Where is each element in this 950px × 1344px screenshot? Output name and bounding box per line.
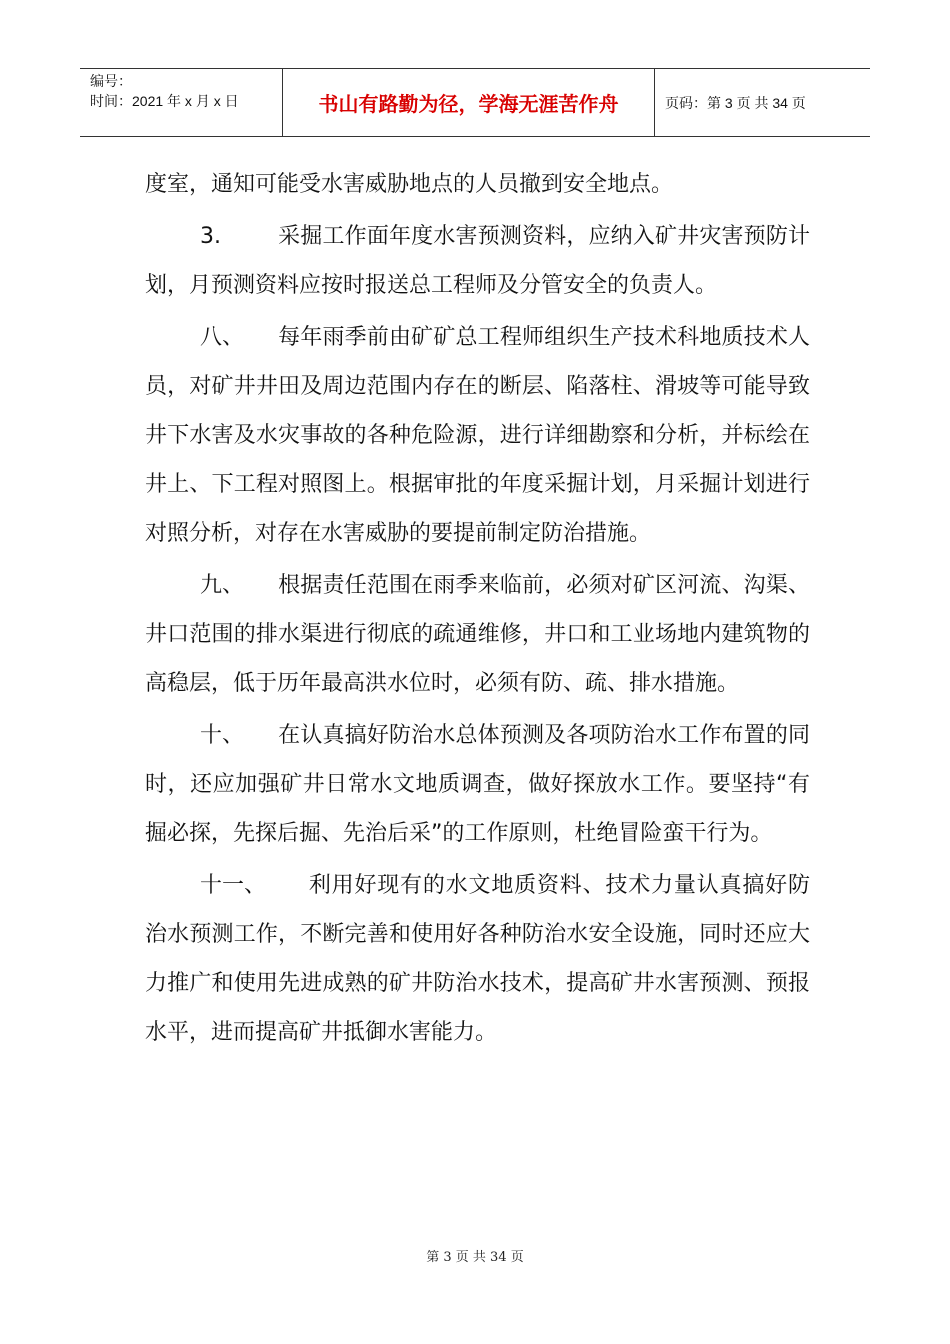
header-motto: 书山有路勤为径，学海无涯苦作舟 [283, 69, 655, 136]
paragraph-number: 十一、 [200, 873, 267, 898]
paragraph [145, 711, 810, 858]
paragraph-text: 在认真搞好防治水总体预测及各项防治水工作布置的同时，还应加强矿井日常水文地质调查，做好探放水工作。要坚持“有掘必探，先探后掘、先治后采”的工作原则，杜绝冒险蛮干行为。 [145, 723, 810, 846]
header-left-cell [80, 69, 283, 136]
paragraph-number: 八、 [200, 325, 245, 350]
document-body [145, 160, 810, 1060]
paragraph-number: 九、 [200, 573, 245, 598]
paragraph-number: 3. [200, 224, 221, 249]
paragraph-text: 根据责任范围在雨季来临前，必须对矿区河流、沟渠、井口范围的排水渠进行彻底的疏通维修，井口和工业场地内建筑物的高稳层，低于历年最高洪水位时，必须有防、疏、排水措施。 [145, 573, 810, 696]
paragraph-text: 利用好现有的水文地质资料、技术力量认真搞好防治水预测工作，不断完善和使用好各种防治水安全设施，同时还应大力推广和使用先进成熟的矿井防治水技术，提高矿井水害预测、预报水平，进而提高矿井抵御水害能力。 [145, 873, 810, 1045]
page-footer: 第 3 页 共 34 页 [426, 1250, 524, 1265]
number-label: 编号： [90, 73, 132, 89]
header-page-info: 页码：第 3 页 共 34 页 [665, 94, 806, 111]
paragraph-number: 十、 [200, 723, 245, 748]
paragraph-text: 采掘工作面年度水害预测资料，应纳入矿井灾害预防计划，月预测资料应按时报送总工程师及分管安全的负责人。 [145, 224, 810, 298]
document-header [80, 68, 870, 137]
date-label: 时间：2021 年 x 月 x 日 [90, 93, 239, 109]
paragraph [145, 313, 810, 558]
paragraph [145, 561, 810, 708]
paragraph [145, 861, 810, 1057]
paragraph [145, 212, 810, 310]
paragraph-text: 每年雨季前由矿矿总工程师组织生产技术科地质技术人员，对矿井井田及周边范围内存在的断层、陷落柱、滑坡等可能导致井下水害及水灾事故的各种危险源，进行详细勘察和分析，并标绘在井上、下工程对照图上。根据审批的年度采掘计划，月采掘计划进行对照分析，对存在水害威胁的要提前制定防治措施。 [145, 325, 810, 546]
paragraph: 度室，通知可能受水害威胁地点的人员撤到安全地点。 [145, 172, 674, 197]
